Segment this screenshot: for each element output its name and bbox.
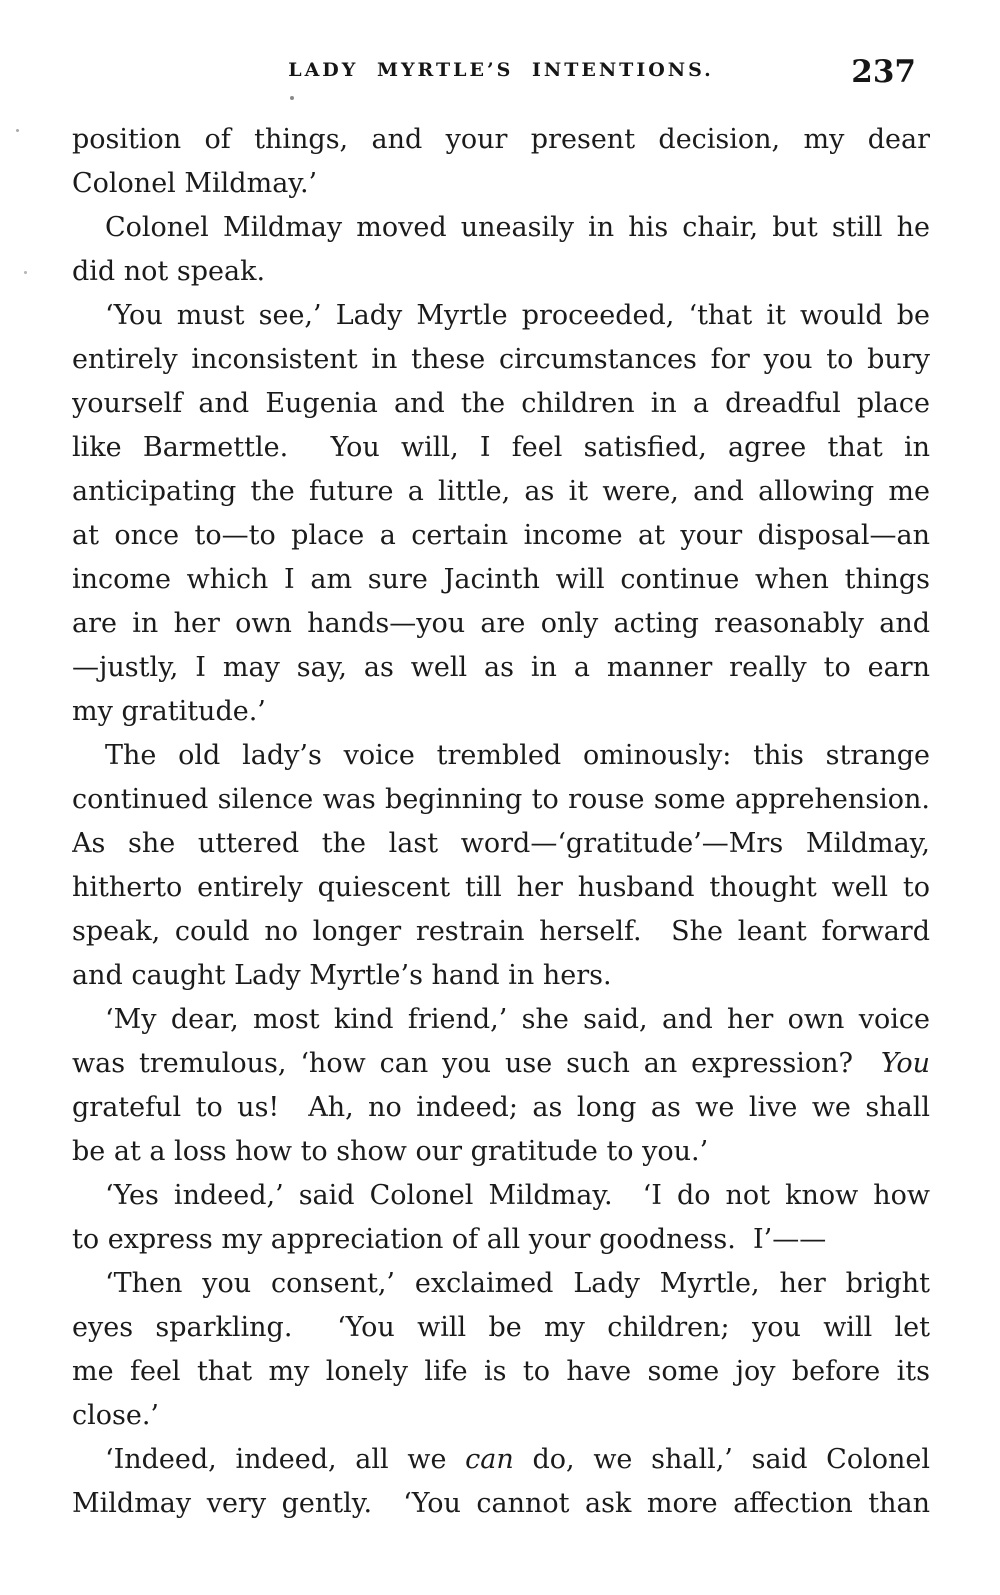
text-segment: ‘You must see,’ Lady Myrtle proceeded, ‘that it would be <box>105 300 930 331</box>
text-line <box>72 470 930 514</box>
text-line <box>72 1262 930 1306</box>
scan-speck <box>290 96 294 100</box>
text-line <box>72 822 930 866</box>
text-line <box>72 338 930 382</box>
text-segment: yourself and Eugenia and the children in a dreadful place <box>72 388 930 419</box>
text-line <box>72 250 930 294</box>
text-segment: and caught Lady Myrtle’s hand in hers. <box>72 960 612 991</box>
text-segment: entirely inconsistent in these circumstances for you to bury <box>72 344 930 375</box>
text-segment: continued silence was beginning to rouse some apprehension. <box>72 784 930 815</box>
text-segment: As she uttered the last word—‘gratitude’—Mrs Mildmay, <box>72 828 930 859</box>
text-line <box>72 382 930 426</box>
text-segment: to express my appreciation of all your goodness. I’—— <box>72 1224 827 1255</box>
text-line <box>72 1438 930 1482</box>
text-segment: was tremulous, ‘how can you use such an expression? <box>72 1048 881 1079</box>
text-line <box>72 1086 930 1130</box>
page-number: 237 <box>851 54 916 90</box>
text-segment: be at a loss how to show our gratitude to you.’ <box>72 1136 709 1167</box>
text-line <box>72 866 930 910</box>
text-segment: did not speak. <box>72 256 266 287</box>
chapter-running-title: LADY MYRTLE’S INTENTIONS. <box>288 59 714 81</box>
text-line <box>72 690 930 734</box>
text-line <box>72 1042 930 1086</box>
text-segment: ‘My dear, most kind friend,’ she said, and her own voice <box>105 1004 930 1035</box>
text-segment: The old lady’s voice trembled ominously: this strange <box>105 740 930 771</box>
text-segment: Colonel Mildmay moved uneasily in his chair, but still he <box>105 212 930 243</box>
text-line <box>72 602 930 646</box>
text-line <box>72 1482 930 1526</box>
text-line <box>72 1218 930 1262</box>
text-line <box>72 1306 930 1350</box>
text-line <box>72 162 930 206</box>
text-line <box>72 118 930 162</box>
text-line <box>72 1350 930 1394</box>
text-line <box>72 910 930 954</box>
text-segment: me feel that my lonely life is to have some joy before its <box>72 1356 930 1387</box>
text-line <box>72 778 930 822</box>
text-line <box>72 1130 930 1174</box>
text-segment: income which I am sure Jacinth will continue when things <box>72 564 930 595</box>
emphasized-word: You <box>880 1048 930 1079</box>
text-lines <box>72 118 930 1526</box>
text-line <box>72 294 930 338</box>
text-segment: grateful to us! Ah, no indeed; as long as we live we shall <box>72 1092 930 1123</box>
text-segment: my gratitude.’ <box>72 696 266 727</box>
text-segment: do, we shall,’ said Colonel <box>513 1444 930 1475</box>
scan-speck <box>24 271 27 274</box>
emphasized-word: can <box>465 1444 514 1475</box>
text-line <box>72 1394 930 1438</box>
text-line <box>72 426 930 470</box>
text-segment: are in her own hands—you are only acting reasonably and <box>72 608 930 639</box>
text-line <box>72 514 930 558</box>
text-segment: —justly, I may say, as well as in a manner really to earn <box>72 652 930 683</box>
text-segment: speak, could no longer restrain herself. She leant forward <box>72 916 930 947</box>
text-segment: Mildmay very gently. ‘You cannot ask more affection than <box>72 1488 930 1519</box>
text-segment: anticipating the future a little, as it were, and allowing me <box>72 476 930 507</box>
text-line <box>72 954 930 998</box>
text-segment: Colonel Mildmay.’ <box>72 168 318 199</box>
text-segment: hitherto entirely quiescent till her husband thought well to <box>72 872 930 903</box>
text-segment: close.’ <box>72 1400 160 1431</box>
text-line <box>72 1174 930 1218</box>
text-segment: position of things, and your present decision, my dear <box>72 124 930 155</box>
text-segment: ‘Yes indeed,’ said Colonel Mildmay. ‘I do not know how <box>105 1180 930 1211</box>
text-line <box>72 646 930 690</box>
text-segment: ‘Indeed, indeed, all we <box>105 1444 466 1475</box>
text-segment: like Barmettle. You will, I feel satisfied, agree that in <box>72 432 930 463</box>
text-segment: at once to—to place a certain income at your disposal—an <box>72 520 930 551</box>
text-segment: ‘Then you consent,’ exclaimed Lady Myrtle, her bright <box>105 1268 930 1299</box>
scan-speck <box>16 129 19 132</box>
running-head <box>72 50 930 90</box>
text-line <box>72 558 930 602</box>
text-line <box>72 998 930 1042</box>
text-line <box>72 206 930 250</box>
text-line <box>72 734 930 778</box>
text-segment: eyes sparkling. ‘You will be my children; you will let <box>72 1312 930 1343</box>
